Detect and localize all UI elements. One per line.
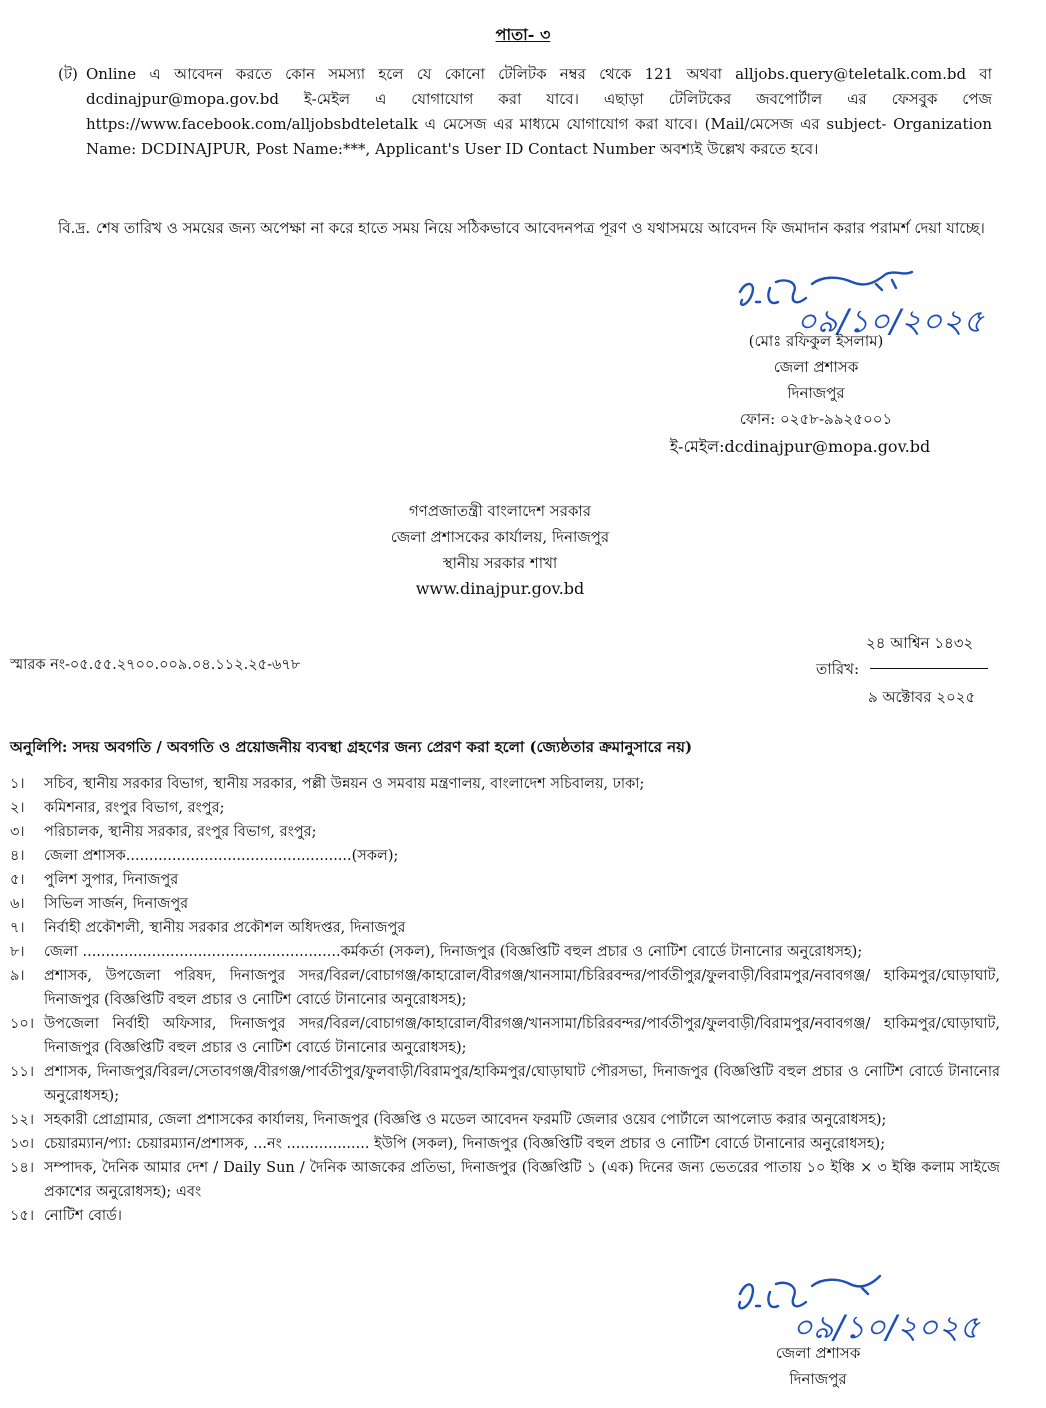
signatory-email: ই-মেইল:dcdinajpur@mopa.gov.bd	[669, 437, 931, 456]
list-item: ১১। প্রশাসক, দিনাজপুর/বিরল/সেতাবগঞ্জ/বীরগঞ্জ/পার্বতীপুর/ফুলবাড়ী/বিরামপুর/হাকিমপুর/ঘোড়াঘাট পৌরসভা, দিনাজপুর (বিজ্ঞপ্তিটি বহুল প্রচার ও নোটিশ বোর্ডে টানানোর অনুরোধসহ);	[10, 1064, 1000, 1104]
list-item: ১৪। সম্পাদক, দৈনিক আমার দেশ / Daily Sun / দৈনিক আজকের প্রতিভা, দিনাজপুর (বিজ্ঞপ্তিটি ১ (এক) দিনের জন্য ভেতরের পাতায় ১০ ইঞ্চি × ৩ ইঞ্চি কলাম সাইজে প্রকাশের অনুরোধসহ); এবং	[10, 1160, 1000, 1200]
list-item: ২। কমিশনার, রংপুর বিভাগ, রংপুর;	[10, 800, 225, 816]
list-item: ৭। নির্বাহী প্রকৌশলী, স্থানীয় সরকার প্রকৌশল অধিদপ্তর, দিনাজপুর	[10, 920, 406, 936]
copy-heading: অনুলিপি: সদয় অবগতি / অবগতি ও প্রয়োজনীয় ব্যবস্থা গ্রহণের জন্য প্রেরণ করা হলো (জ্যেষ্ঠতার ক্রমানুসারে নয়)	[10, 738, 693, 756]
list-item: ১৩। চেয়ারম্যান/প্যা: চেয়ারম্যান/প্রশাসক, ...নং .................. ইউপি (সকল), দিনাজপুর (বিজ্ঞপ্তিটি বহুল প্রচার ও নোটিশ বোর্ডে টানানোর অনুরোধসহ);	[10, 1136, 886, 1152]
office-website: www.dinajpur.gov.bd	[415, 579, 585, 598]
list-item: ৫। পুলিশ সুপার, দিনাজপুর	[10, 872, 179, 888]
memo-number: স্মারক নং-০৫.৫৫.২৭০০.০০৯.০৪.১১২.২৫-৬৭৮	[10, 657, 301, 673]
list-item: ৮। জেলা ........................................................কর্মকর্তা (সকল), দিনাজপুর (বিজ্ঞপ্তিটি বহুল প্রচার ও নোটিশ বোর্ডে টানানোর অনুরোধসহ);	[10, 944, 863, 960]
list-item: ১০। উপজেলা নির্বাহী অফিসার, দিনাজপুর সদর/বিরল/বোচাগঞ্জ/কাহারোল/বীরগঞ্জ/খানসামা/চিরিরবন্দর/পার্বতীপুর/ফুলবাড়ী/বিরামপুর/নবাবগঞ্জ/ হাকিমপুর/ঘোড়াঘাট, দিনাজপুর (বিজ্ঞপ্তিটি বহুল প্রচার ও নোটিশ বোর্ডে টানানোর অনুরোধসহ);	[10, 1016, 1000, 1056]
list-item: ৬। সিভিল সার্জন, দিনাজপুর	[10, 896, 189, 912]
signatory-2-designation: জেলা প্রশাসক	[775, 1344, 861, 1362]
list-item: ৩। পরিচালক, স্থানীয় সরকার, রংপুর বিভাগ, রংপুর;	[10, 824, 317, 840]
memo-date-label: তারিখ:	[816, 660, 860, 678]
copy-list	[10, 772, 1000, 1228]
list-item: ৯। প্রশাসক, উপজেলা পরিষদ, দিনাজপুর সদর/বিরল/বোচাগঞ্জ/কাহারোল/বীরগঞ্জ/খানসামা/চিরিরবন্দর/পার্বতীপুর/ফুলবাড়ী/বিরামপুর/নবাবগঞ্জ/ হাকিমপুর/ঘোড়াঘাট, দিনাজপুর (বিজ্ঞপ্তিটি বহুল প্রচার ও নোটিশ বোর্ডে টানানোর অনুরোধসহ);	[10, 968, 1000, 1008]
office-name: জেলা প্রশাসকের কার্যালয়, দিনাজপুর	[390, 528, 610, 546]
signatory-2-district: দিনাজপুর	[789, 1370, 847, 1388]
office-government: গণপ্রজাতন্ত্রী বাংলাদেশ সরকার	[408, 502, 592, 520]
signatory-district: দিনাজপুর	[787, 384, 845, 402]
note-text: শেষ তারিখ ও সময়ের জন্য অপেক্ষা না করে হাতে সময় নিয়ে সঠিকভাবে আবেদনপত্র পূরণ ও যথাসময়ে আবেদন ফি জমাদান করার পরামর্শ দেয়া যাচ্ছে।	[96, 219, 985, 237]
signatory-2-block	[718, 1340, 918, 1392]
list-item: ১। সচিব, স্থানীয় সরকার বিভাগ, স্থানীয় সরকার, পল্লী উন্নয়ন ও সমবায় মন্ত্রণালয়, বাংলাদেশ সচিবালয়, ঢাকা;	[10, 776, 645, 792]
office-branch: স্থানীয় সরকার শাখা	[442, 554, 558, 572]
signatory-1-block	[716, 328, 916, 432]
office-heading	[0, 498, 1000, 602]
paragraph-marker: (ট)	[58, 65, 78, 83]
date-divider	[870, 668, 988, 669]
signatory-designation: জেলা প্রশাসক	[773, 358, 859, 376]
signature-1-date: ০৯/১০/২০২৫	[796, 302, 984, 340]
signatory-phone: ফোন: ০২৫৮-৯৯২৫০০১	[739, 410, 893, 428]
contact-paragraph	[58, 62, 992, 162]
list-item: ১৫। নোটিশ বোর্ড।	[10, 1208, 122, 1224]
memo-date-bangla: ২৪ আশ্বিন ১৪৩২	[866, 634, 974, 652]
memo-date-english: ৯ অক্টোবর ২০২৫	[868, 688, 976, 706]
signature-2-date: ০৯/১০/২০২৫	[792, 1308, 980, 1346]
list-item: ৪। জেলা প্রশাসক.................................................(সকল);	[10, 848, 399, 864]
note-marker: বি.দ্র.	[58, 219, 91, 237]
list-item: ১২। সহকারী প্রোগ্রামার, জেলা প্রশাসকের কার্যালয়, দিনাজপুর (বিজ্ঞপ্তি ও মডেল আবেদন ফরমটি জেলার ওয়েব পোর্টালে আপলোড করার অনুরোধসহ);	[10, 1112, 887, 1128]
page-title: পাতা- ৩	[495, 25, 551, 44]
signatory-name: (মোঃ রফিকুল ইসলাম)	[748, 332, 884, 350]
paragraph-text: Online এ আবেদন করতে কোন সমস্যা হলে যে কোনো টেলিটক নম্বর থেকে 121 অথবা alljobs.query@teletalk.com.bd বা dcdinajpur@mopa.gov.bd ই-মেইল এ যোগাযোগ করা যাবে। এছাড়া টেলিটকের জবপোর্টাল এর ফেসবুক পেজ https://www.facebook.com/alljobsbdteletalk এ মেসেজ এর মাধ্যমে যোগাযোগ করা যাবে। (Mail/মেসেজ এর subject- Organization Name: DCDINAJPUR, Post Name:***, Applicant's User ID Contact Number অবশ্যই উল্লেখ করতে হবে।	[86, 65, 992, 158]
note-paragraph	[58, 216, 992, 241]
